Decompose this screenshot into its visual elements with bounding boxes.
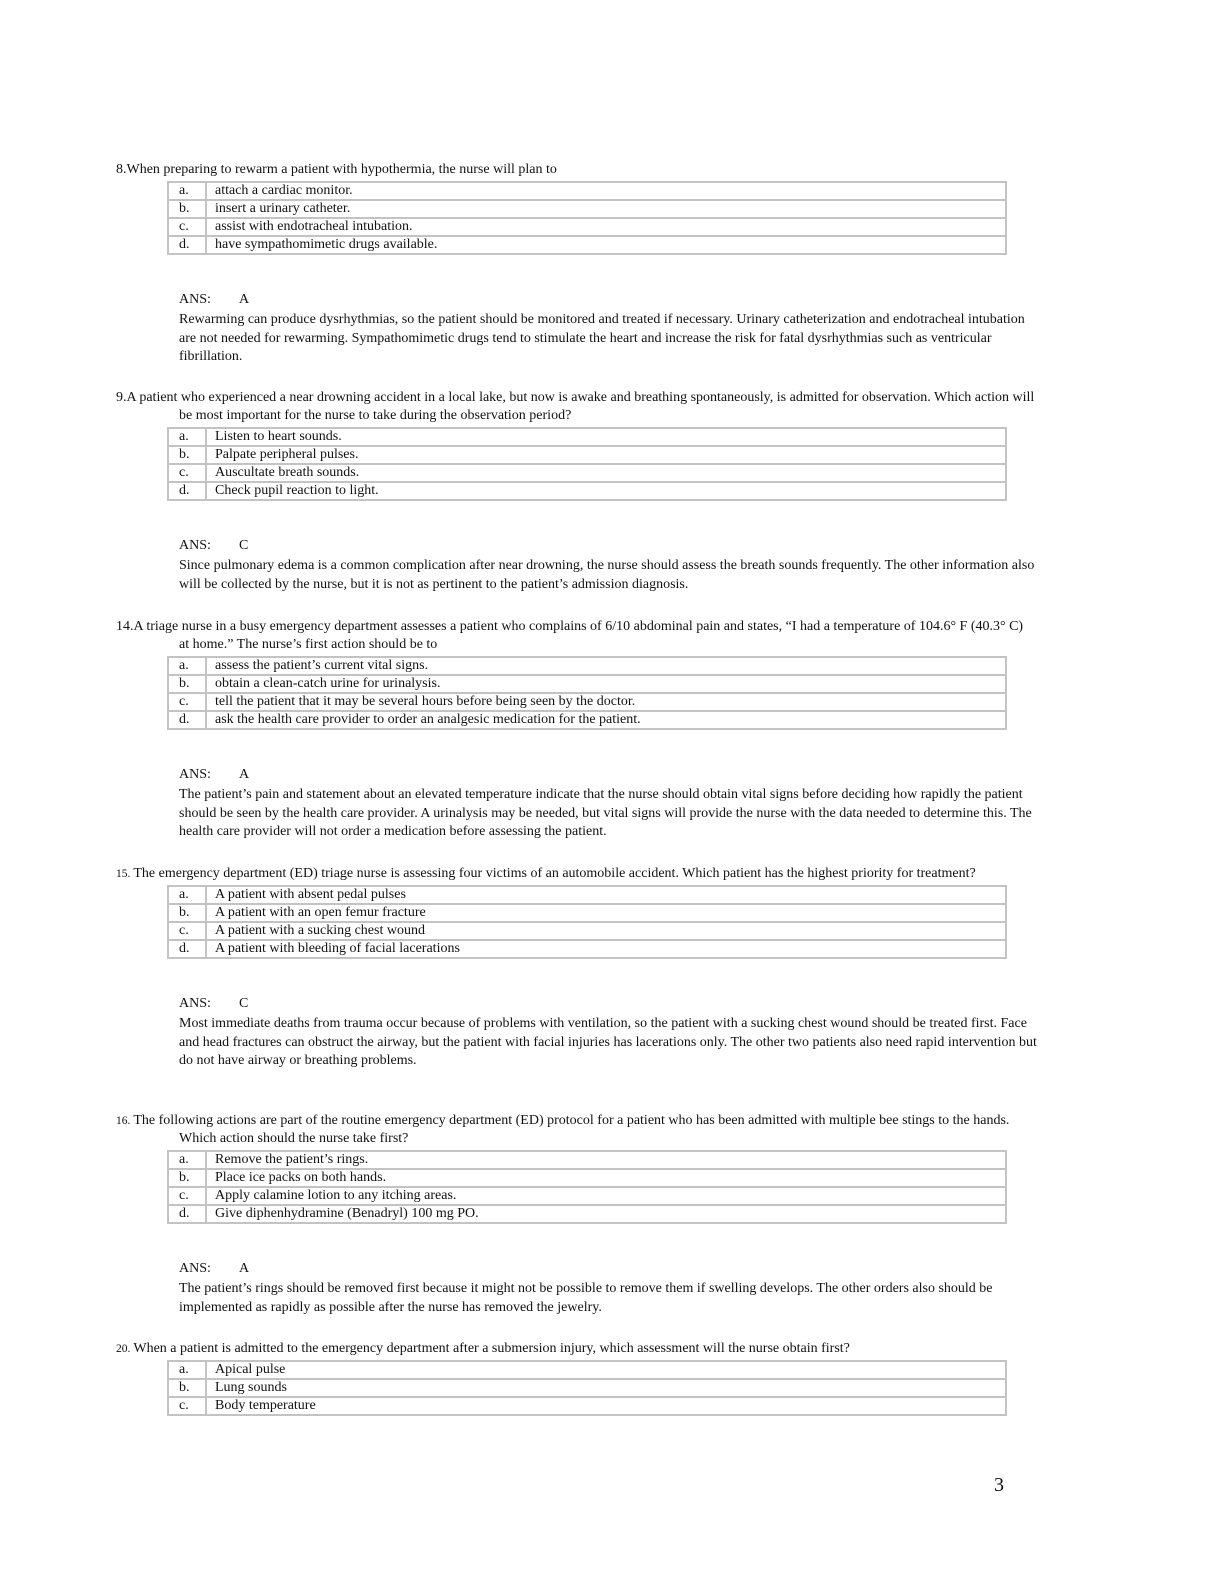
option-text: A patient with an open femur fracture [206, 904, 1006, 922]
answer-line [179, 995, 1039, 1013]
option-text: assist with endotracheal intubation. [206, 218, 1006, 236]
option-text: Check pupil reaction to light. [206, 482, 1006, 500]
options-table [167, 1360, 1007, 1416]
question-text: The following actions are part of the routine emergency department (ED) protocol for a patient who has been admitted with multiple bee stings to the hands. Which action should the nurse take first? [133, 1113, 1010, 1146]
option-row [168, 886, 1006, 904]
page-number: 3 [994, 1474, 1004, 1496]
answer-line [179, 537, 1039, 555]
answer-value: C [239, 538, 249, 553]
question-number: 14. [116, 619, 134, 634]
option-text: insert a urinary catheter. [206, 200, 1006, 218]
answer-block [179, 537, 1039, 594]
rationale: Rewarming can produce dysrhythmias, so the patient should be monitored and treated if necessary. Urinary catheterization and endotracheal intubation are not needed for rewarming. Sympathomimetic drugs tend to stimulate the heart and increase the risk for fatal dysrhythmias such as ventricular fibrillation. [179, 312, 1025, 364]
option-row [168, 1397, 1006, 1415]
option-row [168, 940, 1006, 958]
answer-value: C [239, 996, 249, 1011]
option-text: tell the patient that it may be several hours before being seen by the doctor. [206, 693, 1006, 711]
option-row [168, 464, 1006, 482]
option-letter: c. [168, 464, 206, 482]
option-row [168, 182, 1006, 200]
option-letter: d. [168, 711, 206, 729]
option-letter: a. [168, 1151, 206, 1169]
option-text: Place ice packs on both hands. [206, 1169, 1006, 1187]
answer-label: ANS: [179, 996, 211, 1011]
option-letter: b. [168, 1169, 206, 1187]
question-text: When preparing to rewarm a patient with hypothermia, the nurse will plan to [126, 162, 557, 177]
option-text: ask the health care provider to order an analgesic medication for the patient. [206, 711, 1006, 729]
option-row [168, 446, 1006, 464]
answer-line [179, 1260, 1039, 1278]
question-9 [116, 389, 1036, 594]
option-text: A patient with absent pedal pulses [206, 886, 1006, 904]
option-letter: c. [168, 922, 206, 940]
option-text: have sympathomimetic drugs available. [206, 236, 1006, 254]
option-text: A patient with a sucking chest wound [206, 922, 1006, 940]
answer-label: ANS: [179, 767, 211, 782]
option-text: Palpate peripheral pulses. [206, 446, 1006, 464]
question-20 [116, 1340, 1036, 1416]
option-row [168, 922, 1006, 940]
option-row [168, 1379, 1006, 1397]
option-row [168, 1361, 1006, 1379]
option-text: Remove the patient’s rings. [206, 1151, 1006, 1169]
option-text: Apical pulse [206, 1361, 1006, 1379]
option-letter: a. [168, 1361, 206, 1379]
option-letter: a. [168, 886, 206, 904]
option-letter: c. [168, 1397, 206, 1415]
question-14 [116, 618, 1036, 842]
option-text: Apply calamine lotion to any itching areas. [206, 1187, 1006, 1205]
option-letter: d. [168, 236, 206, 254]
option-row [168, 693, 1006, 711]
option-row [168, 1151, 1006, 1169]
rationale: Since pulmonary edema is a common complication after near drowning, the nurse should assess the breath sounds frequently. The other information also will be collected by the nurse, but it is not as pertinent to the patient’s admission diagnosis. [179, 558, 1035, 592]
option-row [168, 711, 1006, 729]
option-text: Lung sounds [206, 1379, 1006, 1397]
options-table [167, 427, 1007, 501]
options-table [167, 1150, 1007, 1224]
answer-value: A [239, 1261, 250, 1276]
question-text: The emergency department (ED) triage nurse is assessing four victims of an automobile accident. Which patient has the highest priority for treatment? [133, 866, 976, 881]
options-table [167, 885, 1007, 959]
question-number: 15. [116, 868, 131, 880]
answer-label: ANS: [179, 292, 211, 307]
option-letter: a. [168, 657, 206, 675]
answer-block [179, 766, 1039, 842]
option-letter: b. [168, 200, 206, 218]
answer-line [179, 766, 1039, 784]
answer-block [179, 1260, 1039, 1317]
option-letter: c. [168, 1187, 206, 1205]
option-row [168, 236, 1006, 254]
option-row [168, 675, 1006, 693]
option-letter: d. [168, 940, 206, 958]
option-row [168, 482, 1006, 500]
option-row [168, 428, 1006, 446]
option-letter: b. [168, 446, 206, 464]
option-text: Body temperature [206, 1397, 1006, 1415]
question-number: 9. [116, 390, 127, 405]
answer-block [179, 291, 1039, 367]
question-text: A triage nurse in a busy emergency department assesses a patient who complains of 6/10 abdominal pain and states, “I had a temperature of 104.6° F (40.3° C) at home.” The nurse’s first action should be to [133, 619, 1024, 652]
question-text: When a patient is admitted to the emergency department after a submersion injury, which assessment will the nurse obtain first? [133, 1341, 850, 1356]
option-letter: a. [168, 428, 206, 446]
option-text: Listen to heart sounds. [206, 428, 1006, 446]
option-text: A patient with bleeding of facial lacerations [206, 940, 1006, 958]
option-letter: d. [168, 482, 206, 500]
option-letter: a. [168, 182, 206, 200]
options-table [167, 656, 1007, 730]
option-letter: c. [168, 693, 206, 711]
option-text: Give diphenhydramine (Benadryl) 100 mg PO. [206, 1205, 1006, 1223]
question-16 [116, 1112, 1036, 1317]
question-stem [116, 865, 1036, 883]
option-row [168, 200, 1006, 218]
option-row [168, 904, 1006, 922]
option-row [168, 657, 1006, 675]
option-letter: b. [168, 1379, 206, 1397]
option-row [168, 218, 1006, 236]
option-letter: c. [168, 218, 206, 236]
option-text: assess the patient’s current vital signs. [206, 657, 1006, 675]
rationale: Most immediate deaths from trauma occur because of problems with ventilation, so the patient with a sucking chest wound should be treated first. Face and head fractures can obstruct the airway, but the patient with facial injuries has lacerations only. The other two patients also need rapid intervention but do not have airway or breathing problems. [179, 1016, 1037, 1068]
rationale: The patient’s rings should be removed first because it might not be possible to remove them if swelling develops. The other orders also should be implemented as rapidly as possible after the nurse has removed the jewelry. [179, 1281, 993, 1315]
question-stem [116, 618, 1036, 654]
question-stem [116, 389, 1036, 425]
question-number: 16. [116, 1115, 131, 1127]
question-8 [116, 161, 1036, 367]
option-text: obtain a clean-catch urine for urinalysis. [206, 675, 1006, 693]
answer-label: ANS: [179, 538, 211, 553]
question-number: 8. [116, 162, 127, 177]
question-number: 20. [116, 1343, 131, 1355]
answer-block [179, 995, 1039, 1071]
option-text: Auscultate breath sounds. [206, 464, 1006, 482]
option-text: attach a cardiac monitor. [206, 182, 1006, 200]
options-table [167, 181, 1007, 255]
answer-value: A [239, 767, 250, 782]
answer-line [179, 291, 1039, 309]
option-letter: b. [168, 675, 206, 693]
option-letter: d. [168, 1205, 206, 1223]
question-15 [116, 865, 1036, 1071]
question-stem [116, 161, 1036, 179]
question-stem [116, 1112, 1036, 1148]
option-row [168, 1205, 1006, 1223]
option-letter: b. [168, 904, 206, 922]
option-row [168, 1169, 1006, 1187]
question-text: A patient who experienced a near drowning accident in a local lake, but now is awake and breathing spontaneously, is admitted for observation. Which action will be most important for the nurse to take during the observation period? [126, 390, 1035, 423]
question-stem [116, 1340, 1036, 1358]
rationale: The patient’s pain and statement about an elevated temperature indicate that the nurse should obtain vital signs before deciding how rapidly the patient should be seen by the health care provider. A urinalysis may be needed, but vital signs will provide the nurse with the data needed to determine this. The health care provider will not order a medication before assessing the patient. [179, 787, 1032, 839]
answer-value: A [239, 292, 250, 307]
answer-label: ANS: [179, 1261, 211, 1276]
option-row [168, 1187, 1006, 1205]
